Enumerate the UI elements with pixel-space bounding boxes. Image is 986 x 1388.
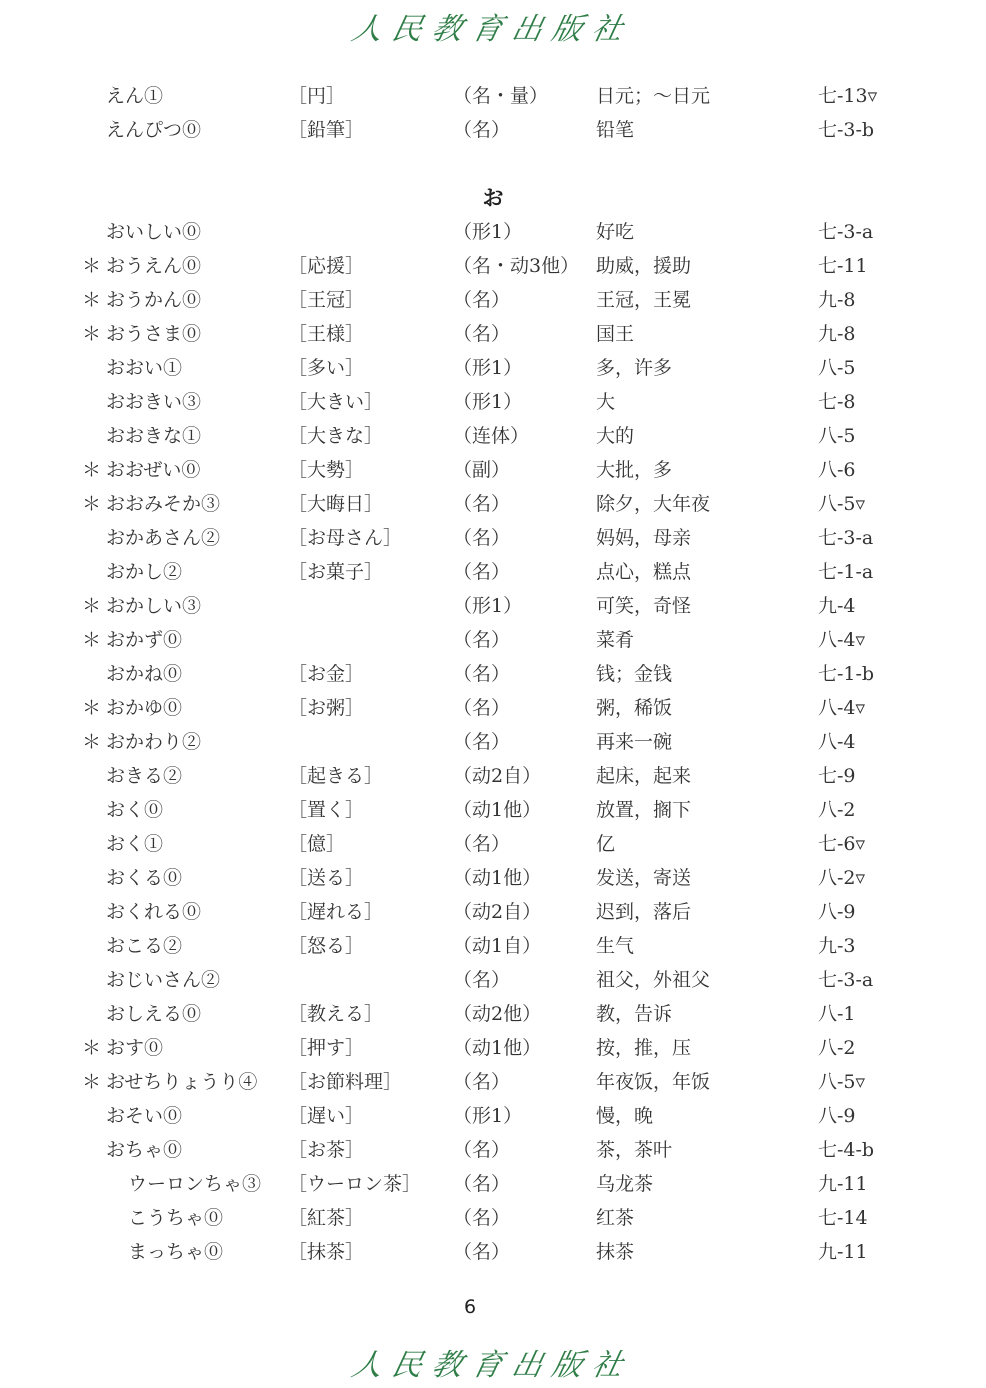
entry-kanji: ［大晦日］ [288,493,384,515]
entry-lesson-ref: 八-2▿ [818,867,866,889]
entry-kanji: ［お茶］ [288,1139,365,1161]
entry-star-mark: ＊ [82,1071,102,1093]
entry-part-of-speech: （名） [453,289,511,311]
entry-star-mark: ＊ [82,323,102,345]
entry-reading: おくれる⓪ [106,901,202,923]
entry-meaning: 乌龙茶 [596,1173,654,1195]
entry-lesson-ref: 八-2 [818,799,856,821]
entry-part-of-speech: （名） [453,493,511,515]
entry-meaning: 再来一碗 [596,731,673,753]
entry-meaning: 多，许多 [596,357,673,379]
entry-part-of-speech: （形1） [453,595,523,617]
glossary-entry-row [0,793,986,827]
entry-star-mark: ＊ [82,1037,102,1059]
entry-kanji: ［大きな］ [288,425,384,447]
entry-lesson-ref: 八-5 [818,357,856,379]
entry-reading: おかあさん② [106,527,221,549]
publisher-logo-top [0,6,986,46]
entry-lesson-ref: 八-4 [818,731,856,753]
entry-lesson-ref: 八-4▿ [818,629,866,651]
entry-lesson-ref: 七-9 [818,765,856,787]
glossary-entry-row [0,997,986,1031]
glossary-entry-row [0,215,986,249]
entry-star-mark: ＊ [82,731,102,753]
entry-reading: おく① [106,833,164,855]
entry-lesson-ref: 九-8 [818,323,856,345]
entry-meaning: 妈妈，母亲 [596,527,692,549]
entry-lesson-ref: 九-8 [818,289,856,311]
glossary-entry-row [0,317,986,351]
entry-lesson-ref: 七-6▿ [818,833,866,855]
entry-reading: おきる② [106,765,183,787]
entry-reading: えん① [106,85,164,107]
entry-lesson-ref: 七-14 [818,1207,868,1229]
entry-kanji: ［遅れる］ [288,901,384,923]
entry-part-of-speech: （形1） [453,221,523,243]
entry-star-mark: ＊ [82,697,102,719]
entry-reading: おせちりょうり④ [106,1071,258,1093]
glossary-entry-row [0,623,986,657]
entry-reading: おうさま⓪ [106,323,202,345]
entry-lesson-ref: 八-9 [818,1105,856,1127]
entry-meaning: 年夜饭，年饭 [596,1071,711,1093]
entry-part-of-speech: （名） [453,663,511,685]
entry-reading: おかしい③ [106,595,202,617]
glossary-entry-row [0,79,986,113]
entry-part-of-speech: （名） [453,527,511,549]
entry-reading: おおい① [106,357,183,379]
section-heading: お [482,186,504,210]
entry-part-of-speech: （名・动3他） [453,255,580,277]
entry-reading: おしえる⓪ [106,1003,202,1025]
glossary-entry-row [0,725,986,759]
entry-part-of-speech: （名） [453,629,511,651]
entry-meaning: 红茶 [596,1207,635,1229]
glossary-entry-row [0,657,986,691]
entry-part-of-speech: （形1） [453,391,523,413]
entry-meaning: 钱；金钱 [596,663,673,685]
glossary-entry-row [0,895,986,929]
entry-meaning: 茶，茶叶 [596,1139,673,1161]
entry-part-of-speech: （名） [453,323,511,345]
entry-kanji: ［大きい］ [288,391,384,413]
entry-meaning: 生气 [596,935,635,957]
glossary-entry-row [0,521,986,555]
entry-meaning: 大的 [596,425,635,447]
glossary-entry-row [0,963,986,997]
entry-meaning: 教，告诉 [596,1003,673,1025]
entry-reading: おす⓪ [106,1037,164,1059]
entry-reading: おうかん⓪ [106,289,202,311]
entry-star-mark: ＊ [82,595,102,617]
entry-lesson-ref: 八-5 [818,425,856,447]
glossary-entry-row [0,861,986,895]
glossary-entry-row [0,283,986,317]
entry-part-of-speech: （名） [453,697,511,719]
entry-meaning: 点心，糕点 [596,561,692,583]
entry-part-of-speech: （名） [453,731,511,753]
glossary-entry-row [0,759,986,793]
entry-meaning: 大 [596,391,616,413]
entry-part-of-speech: （形1） [453,357,523,379]
entry-part-of-speech: （名） [453,119,511,141]
entry-lesson-ref: 八-6 [818,459,856,481]
entry-meaning: 发送，寄送 [596,867,692,889]
entry-reading: おおきな① [106,425,202,447]
entry-kanji: ［お粥］ [288,697,365,719]
entry-lesson-ref: 九-3 [818,935,856,957]
entry-kanji: ［お節料理］ [288,1071,403,1093]
entry-kanji: ［抹茶］ [288,1241,365,1263]
page-number: 6 [463,1296,477,1318]
entry-star-mark: ＊ [82,629,102,651]
entry-kanji: ［多い］ [288,357,365,379]
entry-part-of-speech: （动1他） [453,1037,542,1059]
entry-lesson-ref: 七-11 [818,255,868,277]
entry-reading: おおきい③ [106,391,202,413]
entry-kanji: ［置く］ [288,799,365,821]
entry-lesson-ref: 七-4-b [818,1139,875,1161]
entry-kanji: ［王冠］ [288,289,365,311]
glossary-entry-row [0,1167,986,1201]
entry-part-of-speech: （动1自） [453,935,542,957]
entry-star-mark: ＊ [82,459,102,481]
entry-kanji: ［起きる］ [288,765,384,787]
entry-meaning: 抹茶 [596,1241,635,1263]
entry-part-of-speech: （名） [453,1241,511,1263]
entry-reading: こうちゃ⓪ [128,1207,224,1229]
entry-meaning: 放置，搁下 [596,799,692,821]
entry-part-of-speech: （名・量） [453,85,549,107]
glossary-entry-row [0,1201,986,1235]
entry-part-of-speech: （动1他） [453,799,542,821]
entry-lesson-ref: 七-1-b [818,663,875,685]
entry-meaning: 王冠，王冕 [596,289,692,311]
entry-reading: おこる② [106,935,183,957]
glossary-entry-row [0,419,986,453]
entry-part-of-speech: （名） [453,1071,511,1093]
entry-lesson-ref: 八-5▿ [818,1071,866,1093]
entry-meaning: 日元；～日元 [596,85,711,107]
glossary-entry-row [0,691,986,725]
entry-kanji: ［教える］ [288,1003,384,1025]
entry-kanji: ［応援］ [288,255,365,277]
entry-lesson-ref: 八-2 [818,1037,856,1059]
entry-meaning: 好吃 [596,221,635,243]
entry-part-of-speech: （连体） [453,425,530,447]
entry-kanji: ［大勢］ [288,459,365,481]
entry-star-mark: ＊ [82,289,102,311]
entry-part-of-speech: （名） [453,1207,511,1229]
entry-part-of-speech: （动2他） [453,1003,542,1025]
entry-lesson-ref: 七-8 [818,391,856,413]
entry-reading: おじいさん② [106,969,221,991]
glossary-entry-row [0,113,986,147]
entry-kanji: ［円］ [288,85,346,107]
glossary-entry-row [0,453,986,487]
glossary-entry-row [0,249,986,283]
entry-reading: おおみそか③ [106,493,221,515]
entry-part-of-speech: （动2自） [453,901,542,923]
entry-part-of-speech: （动1他） [453,867,542,889]
entry-part-of-speech: （动2自） [453,765,542,787]
entry-kanji: ［押す］ [288,1037,365,1059]
publisher-logo-bottom [0,1342,986,1382]
entry-reading: おおぜい⓪ [106,459,201,481]
glossary-entry-row [0,1065,986,1099]
glossary-entry-row [0,385,986,419]
entry-part-of-speech: （名） [453,1173,511,1195]
entry-meaning: 国王 [596,323,635,345]
entry-kanji: ［送る］ [288,867,365,889]
entry-meaning: 大批，多 [596,459,673,481]
entry-reading: ウーロンちゃ③ [128,1173,262,1195]
entry-kanji: ［怒る］ [288,935,365,957]
entry-meaning: 按，推，压 [596,1037,692,1059]
entry-reading: おいしい⓪ [106,221,202,243]
glossary-entry-row [0,1235,986,1269]
entry-kanji: ［王様］ [288,323,365,345]
glossary-entry-row [0,351,986,385]
glossary-entry-row [0,487,986,521]
entry-kanji: ［お金］ [288,663,365,685]
entry-reading: えんぴつ⓪ [106,119,202,141]
entry-part-of-speech: （形1） [453,1105,523,1127]
entry-kanji: ［ウーロン茶］ [288,1173,422,1195]
entry-lesson-ref: 八-4▿ [818,697,866,719]
entry-part-of-speech: （名） [453,833,511,855]
entry-kanji: ［お菓子］ [288,561,384,583]
entry-meaning: 铅笔 [596,119,635,141]
entry-reading: まっちゃ⓪ [128,1241,224,1263]
entry-kanji: ［億］ [288,833,346,855]
entry-meaning: 亿 [596,833,616,855]
entry-reading: おかゆ⓪ [106,697,183,719]
entry-lesson-ref: 七-3-a [818,969,874,991]
entry-lesson-ref: 九-11 [818,1173,868,1195]
entry-meaning: 粥，稀饭 [596,697,673,719]
entry-meaning: 祖父，外祖父 [596,969,711,991]
publisher-name: 人民教育出版社 [348,12,636,47]
entry-meaning: 助威，援助 [596,255,692,277]
entry-meaning: 迟到，落后 [596,901,692,923]
entry-meaning: 除夕，大年夜 [596,493,711,515]
glossary-entry-row [0,589,986,623]
entry-lesson-ref: 八-1 [818,1003,856,1025]
glossary-entry-row [0,929,986,963]
entry-kanji: ［お母さん］ [288,527,403,549]
entry-reading: おく⓪ [106,799,164,821]
entry-meaning: 慢，晚 [596,1105,654,1127]
entry-reading: おかず⓪ [106,629,183,651]
entry-lesson-ref: 七-3-b [818,119,875,141]
entry-lesson-ref: 八-9 [818,901,856,923]
entry-reading: おかわり② [106,731,202,753]
entry-part-of-speech: （名） [453,1139,511,1161]
entry-lesson-ref: 九-4 [818,595,856,617]
entry-kanji: ［紅茶］ [288,1207,365,1229]
entry-meaning: 起床，起来 [596,765,692,787]
glossary-entry-row [0,1133,986,1167]
glossary-entry-row [0,827,986,861]
entry-meaning: 菜肴 [596,629,635,651]
entry-star-mark: ＊ [82,255,102,277]
glossary-entry-row [0,1031,986,1065]
glossary-entry-row [0,555,986,589]
entry-lesson-ref: 九-11 [818,1241,868,1263]
entry-lesson-ref: 七-1-a [818,561,874,583]
entry-reading: おかね⓪ [106,663,183,685]
entry-reading: おちゃ⓪ [106,1139,183,1161]
entry-reading: おかし② [106,561,183,583]
entry-part-of-speech: （名） [453,969,511,991]
entry-lesson-ref: 八-5▿ [818,493,866,515]
entry-part-of-speech: （副） [453,459,511,481]
entry-part-of-speech: （名） [453,561,511,583]
entry-reading: おくる⓪ [106,867,183,889]
entry-star-mark: ＊ [82,493,102,515]
entry-lesson-ref: 七-3-a [818,221,874,243]
entry-reading: おそい⓪ [106,1105,183,1127]
entry-kanji: ［遅い］ [288,1105,365,1127]
entry-kanji: ［鉛筆］ [288,119,365,141]
publisher-name: 人民教育出版社 [348,1348,636,1383]
entry-meaning: 可笑，奇怪 [596,595,692,617]
entry-lesson-ref: 七-3-a [818,527,874,549]
entry-lesson-ref: 七-13▿ [818,85,878,107]
entry-reading: おうえん⓪ [106,255,202,277]
glossary-entry-row [0,1099,986,1133]
